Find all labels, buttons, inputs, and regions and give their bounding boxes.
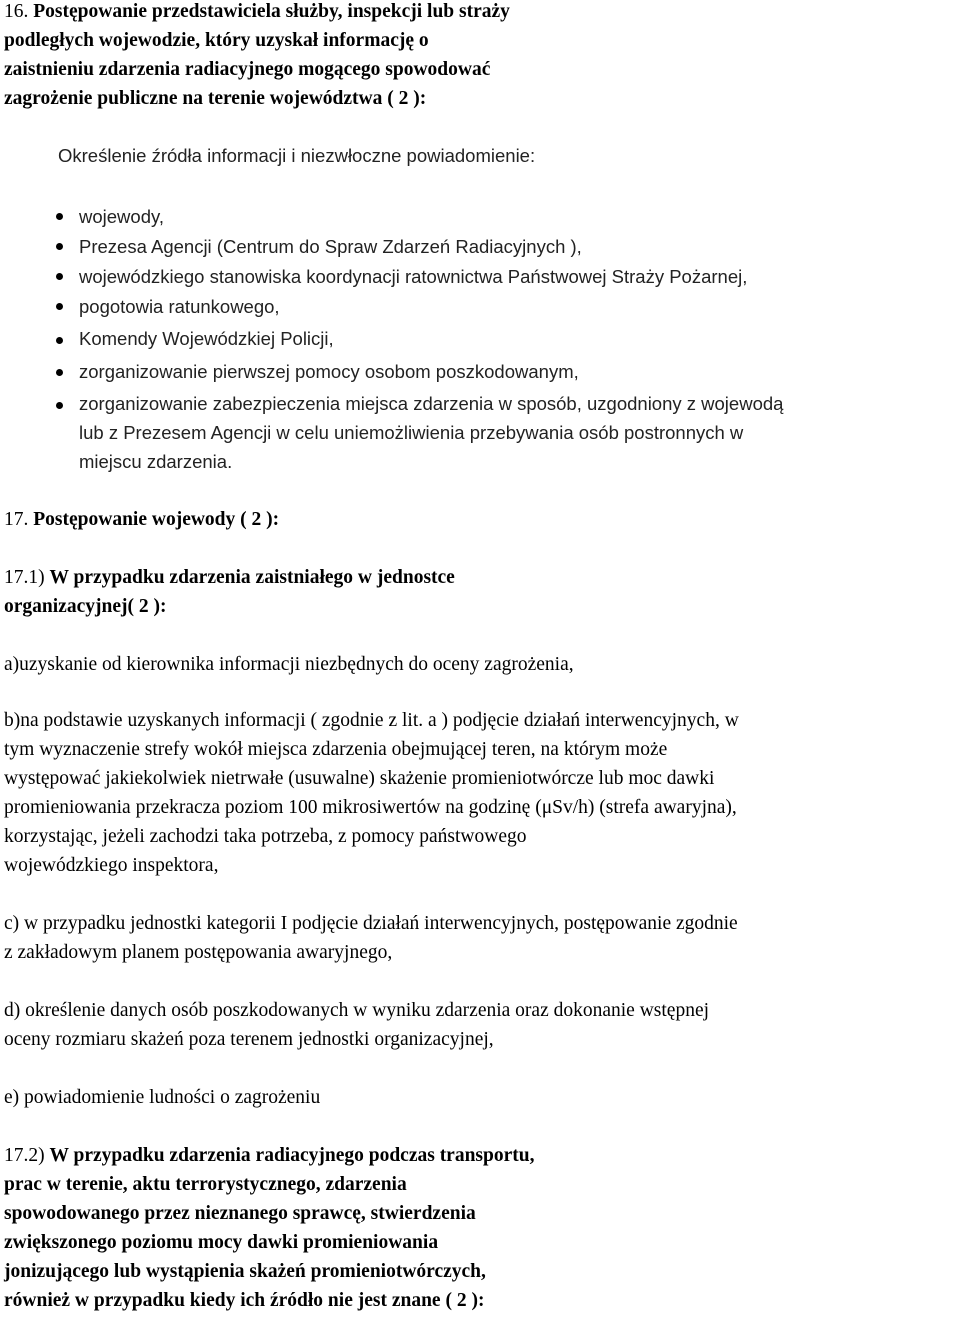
section-17-1-title-text: organizacyjnej( 2 ):: [4, 596, 167, 617]
item-b-line: tym wyznaczenie strefy wokół miejsca zdarzenia obejmującej teren, na którym może: [4, 739, 668, 760]
section-17-1-title: W przypadku zdarzenia zaistniałego w jednostce: [49, 567, 455, 588]
item-d-line: d) określenie danych osób poszkodowanych w wyniku zdarzenia oraz dokonanie wstępnej: [4, 1000, 710, 1021]
section-17-2-title-line-4: [4, 1231, 438, 1255]
bullet-item: zorganizowanie zabezpieczenia miejsca zdarzenia w sposób, uzgodniony z wojewodą: [79, 393, 784, 414]
item-a: a)uzyskanie od kierownika informacji niezbędnych do oceny zagrożenia,: [4, 654, 574, 675]
section-17-2-title-text: zwiększonego poziomu mocy dawki promieniowania: [4, 1232, 439, 1253]
section-16-title-line-2: [4, 29, 429, 53]
section-17-2-title-line-5: [4, 1260, 486, 1284]
section-17-2-number: 17.2): [4, 1145, 50, 1166]
bullet-item: Komendy Wojewódzkiej Policji,: [79, 328, 334, 349]
item-c-line: c) w przypadku jednostki kategorii I podjęcie działań interwencyjnych, postępowanie zgodnie: [4, 913, 738, 934]
bullet-item: Prezesa Agencji (Centrum do Spraw Zdarzeń Radiacyjnych ),: [79, 236, 582, 257]
item-b-line: promieniowania przekracza poziom 100 mikrosiwertów na godzinę (μSv/h) (strefa awaryjna),: [4, 797, 737, 818]
section-16-title-text: podległych wojewodzie, który uzyskał informację o: [4, 30, 429, 51]
section-16-title-text: zaistnieniu zdarzenia radiacyjnego mogącego spowodować: [4, 59, 491, 80]
bullet-icon: [56, 243, 63, 250]
section-17-2-title-text: również w przypadku kiedy ich źródło nie jest znane ( 2 ):: [4, 1290, 485, 1311]
item-b-line: b)na podstawie uzyskanych informacji ( zgodnie z lit. a ) podjęcie działań interwencyjnych, w: [4, 710, 739, 731]
section-17-heading: [4, 508, 279, 532]
section-17-2-title-line-6: [4, 1289, 484, 1313]
section-17-2-title-line-3: [4, 1202, 476, 1226]
bullet-icon: [56, 303, 63, 310]
section-16-title-text: zagrożenie publiczne na terenie województwa ( 2 ):: [4, 88, 427, 109]
section-17-1-title-line-1: [4, 566, 455, 590]
section-17-2-title: W przypadku zdarzenia radiacyjnego podczas transportu,: [49, 1145, 535, 1166]
section-16-title-line-1: [4, 0, 510, 24]
item-b-line: występować jakiekolwiek nietrwałe (usuwalne) skażenie promieniotwórcze lub moc dawki: [4, 768, 715, 789]
section-16-title: Postępowanie przedstawiciela służby, inspekcji lub straży: [33, 1, 510, 22]
section-16-number: 16.: [4, 1, 34, 22]
section-17-2-title-text: spowodowanego przez nieznanego sprawcę, stwierdzenia: [4, 1203, 476, 1224]
item-b-line: korzystając, jeżeli zachodzi taka potrzeba, z pomocy państwowego: [4, 826, 527, 847]
bullet-item: wojewódzkiego stanowiska koordynacji ratownictwa Państwowej Straży Pożarnej,: [79, 266, 748, 287]
item-b-line: wojewódzkiego inspektora,: [4, 855, 219, 876]
item-c-line: z zakładowym planem postępowania awaryjnego,: [4, 942, 393, 963]
bullet-item: pogotowia ratunkowego,: [79, 296, 280, 317]
bullet-item: wojewody,: [79, 206, 165, 227]
section-17-2-title-line-2: [4, 1173, 407, 1197]
section-17-title: Postępowanie wojewody ( 2 ):: [33, 509, 280, 530]
bullet-icon: [56, 402, 63, 409]
section-17-2-title-text: jonizującego lub wystąpienia skażeń promieniotwórczych,: [4, 1261, 486, 1282]
bullet-item: zorganizowanie pierwszej pomocy osobom poszkodowanym,: [79, 361, 579, 382]
bullet-icon: [56, 213, 63, 220]
bullet-item-continuation: lub z Prezesem Agencji w celu uniemożliwienia przebywania osób postronnych w: [79, 422, 744, 443]
section-16-title-line-3: [4, 58, 490, 82]
bullet-icon: [56, 337, 63, 344]
section-17-1-number: 17.1): [4, 567, 50, 588]
section-16-title-line-4: [4, 87, 426, 111]
bullet-icon: [56, 369, 63, 376]
item-e: e) powiadomienie ludności o zagrożeniu: [4, 1087, 321, 1108]
bullet-item-continuation: miejscu zdarzenia.: [79, 451, 233, 472]
section-17-1-title-line-2: [4, 595, 166, 619]
section-16-intro: Określenie źródła informacji i niezwłoczne powiadomienie:: [58, 145, 536, 166]
item-d-line: oceny rozmiaru skażeń poza terenem jednostki organizacyjnej,: [4, 1029, 494, 1050]
bullet-icon: [56, 273, 63, 280]
section-17-2-title-text: prac w terenie, aktu terrorystycznego, zdarzenia: [4, 1174, 407, 1195]
section-17-2-title-line-1: [4, 1144, 535, 1168]
section-17-number: 17.: [4, 509, 34, 530]
